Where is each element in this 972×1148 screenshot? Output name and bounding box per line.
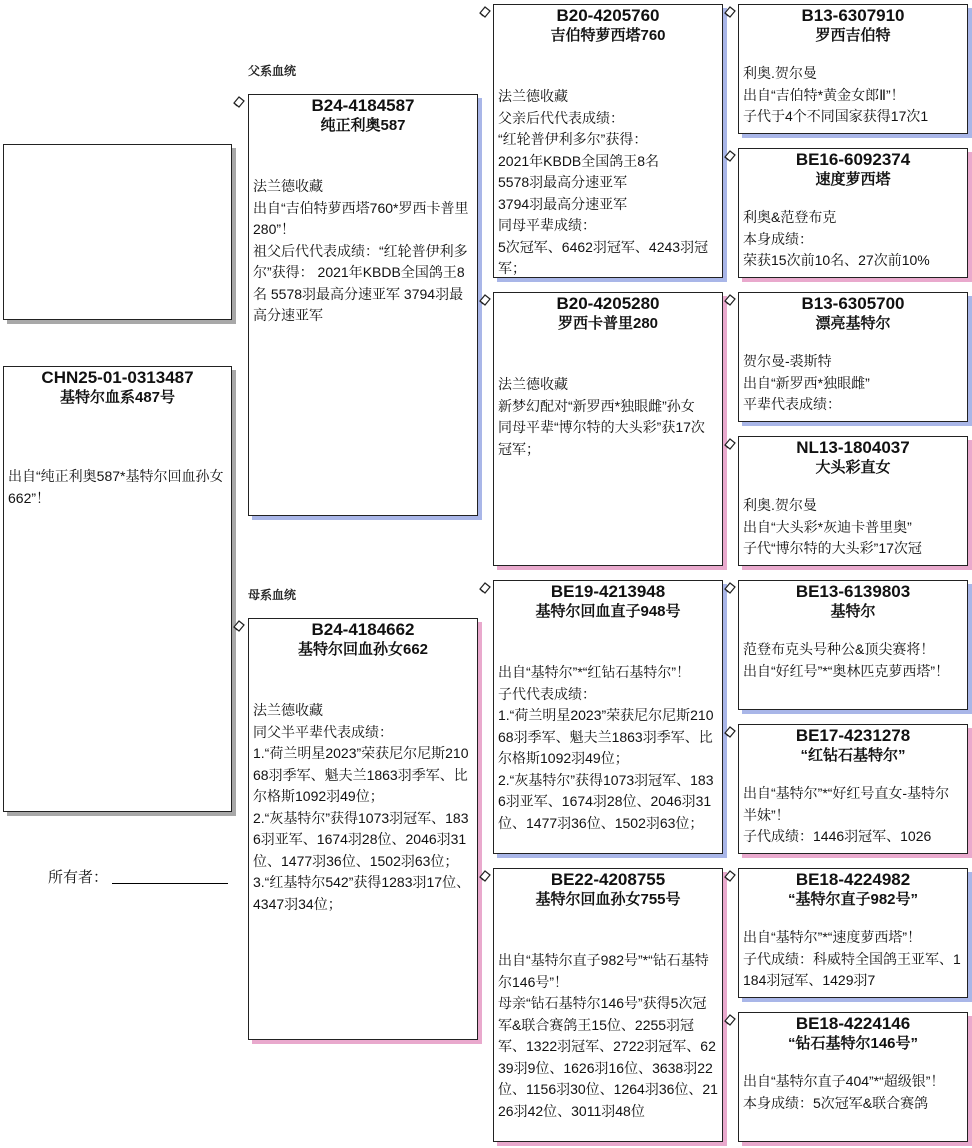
notes-text [739,1071,967,1114]
notes-line: 贺尔曼-裘斯特 [743,353,832,369]
notes-line: 出自“基特尔直子404”*“超级银”！ [743,1073,945,1089]
owner-label: 所有者： [48,869,109,886]
notes-line: 出自“基特尔直子982号”*“钻石基特尔146号”！ [498,952,709,990]
notes-line: 同父半平辈代表成绩： [253,723,393,740]
ring-number: B20-4205280 [556,294,660,313]
bird-name: 基特尔 [830,603,876,620]
notes-line: 荣获15次前10名、27次前10% [743,252,930,268]
notes-text [739,351,967,416]
photo-box[interactable] [3,144,232,320]
bird-name: “红钻石基特尔” [800,747,906,764]
ring-number: BE17-4231278 [795,726,911,745]
pencil-tab-icon[interactable] [723,293,737,307]
bird-name: 速度萝西塔 [815,171,891,188]
notes-line: 出自“吉伯特萝西塔760*罗西卡普里280”！ [253,199,469,237]
bird-name: 漂亮基特尔 [815,315,891,332]
bird-name: 罗西吉伯特 [815,27,891,44]
notes-text [494,86,722,278]
notes-line: 利奥&范登布克 [743,209,837,225]
dam-section-label: 母系血统 [248,588,297,602]
ddd-card[interactable] [738,1012,968,1142]
pencil-tab-icon[interactable] [723,725,737,739]
notes-line: 利奥.贺尔曼 [743,497,817,513]
bird-name: 吉伯特萝西塔760 [550,27,666,44]
bird-name: 罗西卡普里280 [557,315,659,332]
bird-name: 纯正利奥587 [320,117,406,134]
pencil-tab-icon[interactable] [723,581,737,595]
notes-line: 法兰德收藏 [253,178,323,194]
notes-line: 出自“纯正利奥587*基特尔回血孙女662”！ [8,468,224,506]
notes-line: 2.“灰基特尔”获得1073羽冠军、1836羽亚军、1674羽28位、2046羽31位、1477羽36位、1502羽63位； [253,809,469,869]
dam-card[interactable] [248,618,478,1040]
notes-line: 法兰德收藏 [498,376,568,392]
notes-line: 同母平辈成绩： [498,217,596,233]
notes-text [739,783,967,848]
bird-name: 基特尔回血孙女662 [297,641,429,658]
sire-card[interactable] [248,94,478,516]
ring-number: BE22-4208755 [550,870,666,889]
ssd-card[interactable] [738,148,968,278]
dds-card[interactable] [738,868,968,998]
pencil-tab-icon[interactable] [723,869,737,883]
sire-sire-card[interactable] [493,4,723,278]
sire-section-label: 父系血统 [248,64,297,78]
subject-card[interactable] [3,366,232,812]
notes-line: 1.“荷兰明星2023”荣获尼尔尼斯21068羽季军、魁夫兰1863羽季军、比尔格斯1092羽49位； [498,707,714,766]
notes-line: 5578羽最高分速亚军 [498,174,628,190]
ring-number: BE16-6092374 [795,150,911,169]
notes-text [494,374,722,460]
notes-line: 同母平辈“博尔特的大头彩”获17次冠军； [498,419,705,457]
notes-line: 子代代表成绩： [498,685,596,702]
ring-number: BE19-4213948 [550,582,666,601]
notes-line: 3.“红基特尔542”获得1283羽17位、4347羽34位； [253,874,471,912]
notes-text [739,63,967,128]
notes-line: 出自“吉伯特*黄金女郎Ⅱ”！ [743,86,905,103]
notes-line: 2.“灰基特尔”获得1073羽冠军、1836羽亚军、1674羽28位、2046羽31位、1477羽36位、1502羽63位； [498,771,714,831]
notes-line: 子代“博尔特的大头彩”17次冠 [743,540,922,556]
notes-text [249,176,477,327]
notes-line: 本身成绩： [743,230,813,247]
notes-line: 平辈代表成绩： [743,396,841,412]
owner-field[interactable] [112,883,228,884]
ring-number: B13-6305700 [801,294,905,313]
notes-text [249,700,477,915]
bird-name: 基特尔回血直子948号 [535,603,681,620]
notes-text [739,927,967,992]
notes-line: 母亲“钻石基特尔146号”获得5次冠军&联合赛鸽王15位、2255羽冠军、1322羽冠军、2722羽冠军、6239羽9位、1626羽16位、3638羽22位、1156羽30位、1264羽36位、2126羽42位、3011羽48位 [498,995,718,1119]
notes-line: 出自“基特尔”*“好红号直女-基特尔半妹”！ [743,785,950,823]
pencil-tab-icon[interactable] [723,5,737,19]
ring-number: NL13-1804037 [796,438,910,457]
notes-line: 祖父后代代表成绩：“红轮普伊利多尔”获得： 2021年KBDB全国鸽王8名 5578羽最高分速亚军 3794羽最高分速亚军 [253,242,468,323]
notes-line: 5次冠军、6462羽冠军、4243羽冠军； [498,238,709,276]
notes-line: 出自“新罗西*独眼雌” [743,374,870,391]
notes-line: “红轮普伊利多尔”获得： [498,131,648,147]
pencil-tab-icon[interactable] [723,149,737,163]
dam-dam-card[interactable] [493,868,723,1142]
ring-number: B13-6307910 [801,6,905,25]
pencil-tab-icon[interactable] [723,1013,737,1027]
pencil-tab-icon[interactable] [478,581,492,595]
notes-text [4,466,231,509]
bird-name: “基特尔直子982号” [787,891,919,908]
sdd-card[interactable] [738,436,968,566]
notes-line: 1.“荷兰明星2023”荣获尼尔尼斯21068羽季军、魁夫兰1863羽季军、比尔格斯1092羽49位； [253,745,469,804]
bird-name: “钻石基特尔146号” [787,1035,919,1052]
dsd-card[interactable] [738,724,968,854]
notes-line: 新梦幻配对“新罗西*独眼雌”孙女 [498,397,695,414]
pencil-tab-icon[interactable] [232,619,246,633]
notes-text [494,662,722,834]
notes-line: 子代成绩：1446羽冠军、1026 [743,828,932,844]
ring-number: BE13-6139803 [795,582,911,601]
notes-text [739,207,967,272]
notes-line: 本身成绩：5次冠军&联合赛鸽 [743,1094,929,1111]
notes-line: 出自“基特尔”*“速度萝西塔”！ [743,929,922,945]
notes-line: 出自“大头彩*灰迪卡普里奥” [743,518,912,535]
notes-line: 3794羽最高分速亚军 [498,195,628,212]
notes-text [494,950,722,1122]
notes-line: 子代于4个不同国家获得17次1 [743,108,929,124]
notes-line: 父亲后代代表成绩： [498,109,624,126]
notes-text [739,639,967,682]
bird-name: 基特尔血系487号 [59,389,176,406]
sds-card[interactable] [738,292,968,422]
ring-number: CHN25-01-0313487 [41,368,194,387]
sire-dam-card[interactable] [493,292,723,566]
bird-name: 大头彩直女 [815,459,891,476]
notes-line: 出自“好红号”*“奥林匹克萝西塔”！ [743,662,950,679]
sss-card[interactable] [738,4,968,134]
ring-number: BE18-4224982 [795,870,911,889]
pencil-tab-icon[interactable] [232,95,246,109]
ring-number: B20-4205760 [556,6,660,25]
pencil-tab-icon[interactable] [478,293,492,307]
bird-name: 基特尔回血孙女755号 [535,891,681,908]
ring-number: B24-4184662 [311,620,415,639]
notes-line: 2021年KBDB全国鸽王8名 [498,152,660,169]
pencil-tab-icon[interactable] [723,437,737,451]
notes-text [739,495,967,560]
notes-line: 范登布克头号种公&顶尖赛将！ [743,641,935,657]
pencil-tab-icon[interactable] [478,5,492,19]
notes-line: 利奥.贺尔曼 [743,65,817,81]
ring-number: BE18-4224146 [795,1014,911,1033]
dss-card[interactable] [738,580,968,710]
ring-number: B24-4184587 [311,96,415,115]
notes-line: 法兰德收藏 [253,702,323,718]
dam-sire-card[interactable] [493,580,723,854]
notes-line: 出自“基特尔”*“红钻石基特尔”！ [498,664,691,680]
notes-line: 子代成绩：科威特全国鸽王亚军、1184羽冠军、1429羽7 [743,950,961,988]
pencil-tab-icon[interactable] [478,869,492,883]
notes-line: 法兰德收藏 [498,88,568,104]
